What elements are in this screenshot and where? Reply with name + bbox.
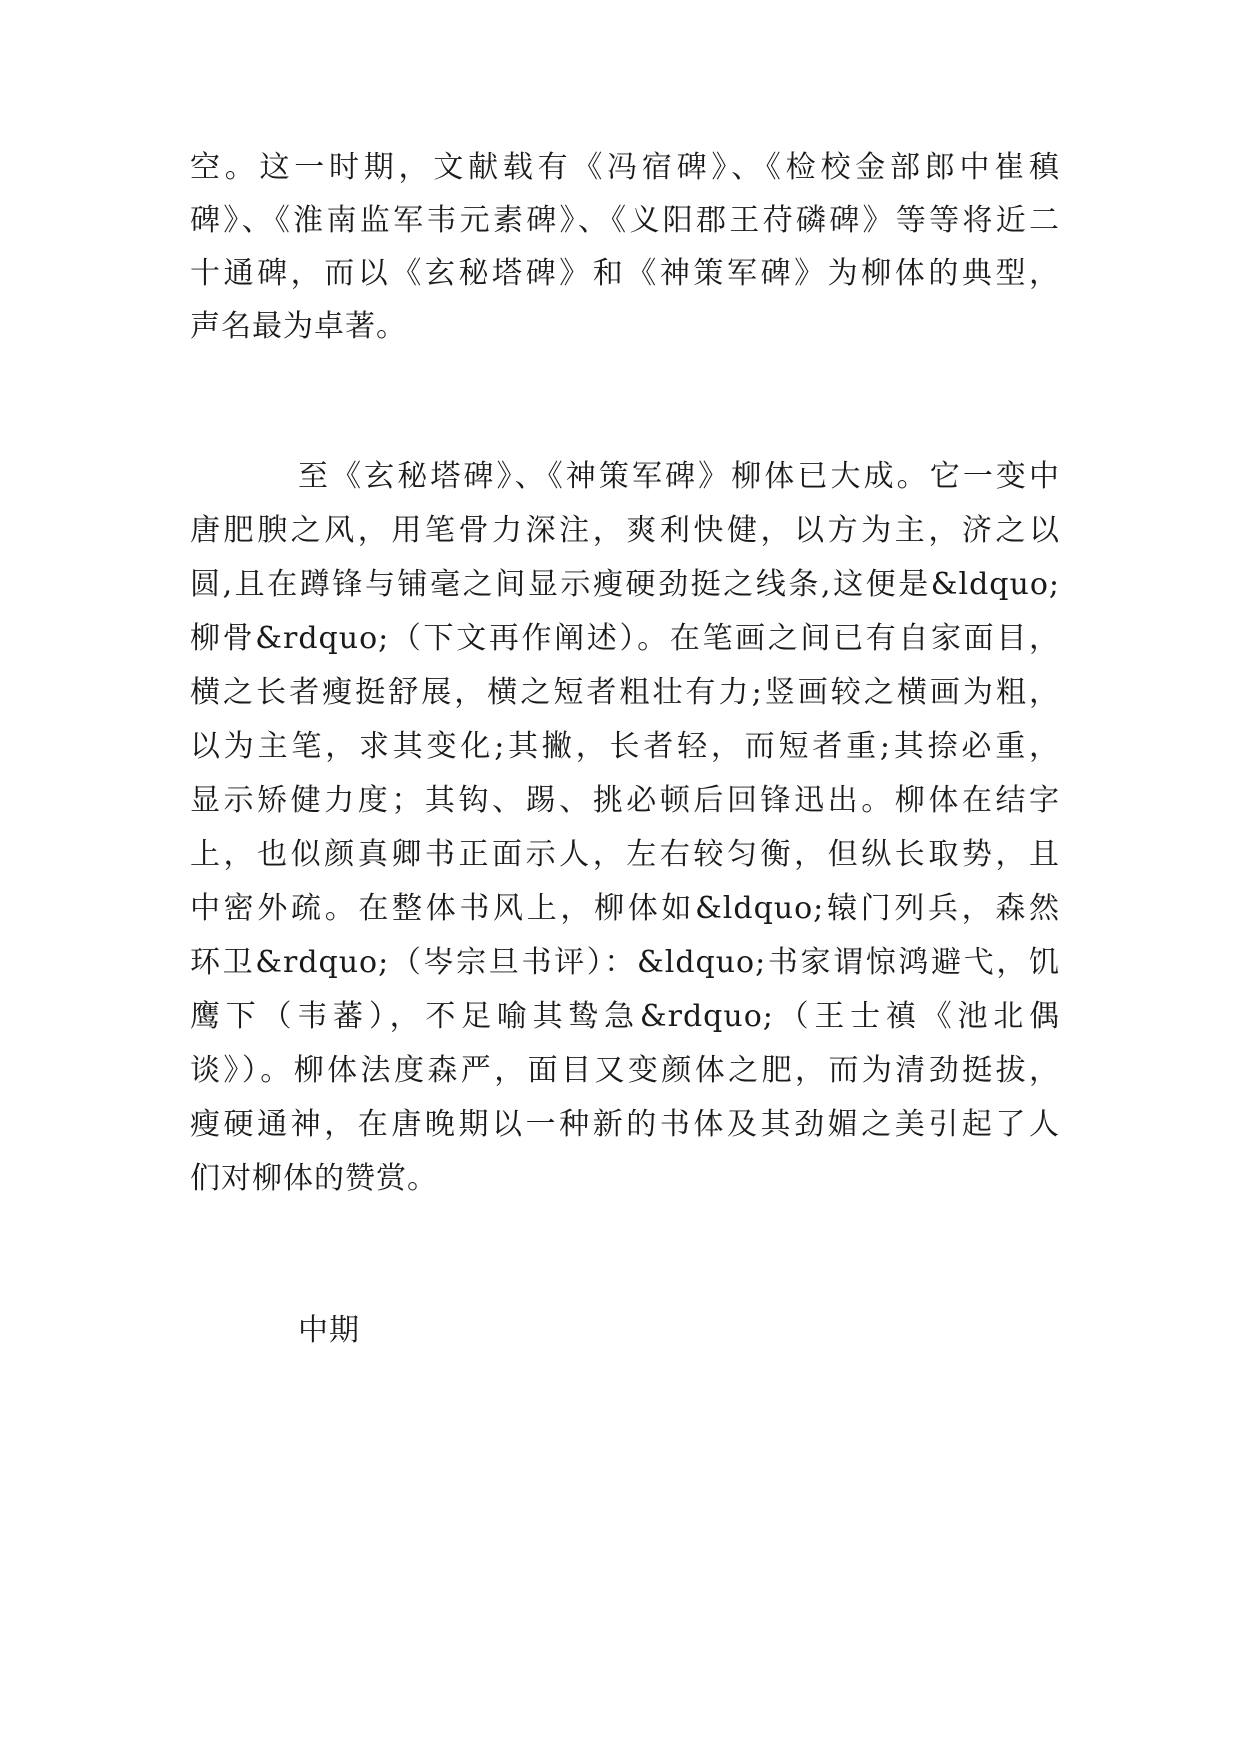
paragraph-2-line-3: 圆,且在蹲锋与铺毫之间显示瘦硬劲挺之线条,这便是&ldquo;	[190, 567, 1060, 602]
paragraph-1-line-1: 空。这一时期，文献载有《冯宿碑》、《检校金部郎中崔稹	[190, 150, 1060, 185]
paragraph-2-line-13: 瘦硬通神，在唐晚期以一种新的书体及其劲媚之美引起了人	[190, 1107, 1060, 1142]
section-label: 中期	[298, 1313, 360, 1348]
paragraph-2-line-12: 谈》）。柳体法度森严，面目又变颜体之肥，而为清劲挺拔，	[190, 1053, 1060, 1088]
paragraph-2-line-10: 环卫&rdquo;（岑宗旦书评）：&ldquo;书家谓惊鸿避弋，饥	[190, 945, 1060, 980]
paragraph-2-line-8: 上，也似颜真卿书正面示人，左右较匀衡，但纵长取势，且	[190, 837, 1060, 872]
paragraph-2-line-1: 至《玄秘塔碑》、《神策军碑》柳体已大成。它一变中	[298, 459, 1060, 494]
paragraph-2-line-14: 们对柳体的赞赏。	[190, 1161, 438, 1196]
paragraph-2-line-4: 柳骨&rdquo;（下文再作阐述）。在笔画之间已有自家面目，	[190, 621, 1060, 656]
paragraph-2-line-2: 唐肥腴之风，用笔骨力深注，爽利快健，以方为主，济之以	[190, 513, 1060, 548]
paragraph-2-line-11: 鹰下（韦蕃），不足喻其鸷急&rdquo;（王士禛《池北偶	[190, 999, 1060, 1034]
paragraph-2-line-9: 中密外疏。在整体书风上，柳体如&ldquo;辕门列兵，森然	[190, 891, 1060, 926]
paragraph-2-line-7: 显示矫健力度；其钩、踢、挑必顿后回锋迅出。柳体在结字	[190, 783, 1060, 818]
paragraph-1-line-4: 声名最为卓著。	[190, 309, 407, 344]
paragraph-2-line-6: 以为主笔，求其变化;其撇，长者轻，而短者重;其捺必重，	[190, 729, 1060, 764]
paragraph-1-line-2: 碑》、《淮南监军韦元素碑》、《义阳郡王苻磷碑》等等将近二	[190, 203, 1060, 238]
paragraph-2-line-5: 横之长者瘦挺舒展，横之短者粗壮有力;竖画较之横画为粗，	[190, 675, 1060, 710]
paragraph-1-line-3: 十通碑，而以《玄秘塔碑》和《神策军碑》为柳体的典型，	[190, 256, 1060, 291]
